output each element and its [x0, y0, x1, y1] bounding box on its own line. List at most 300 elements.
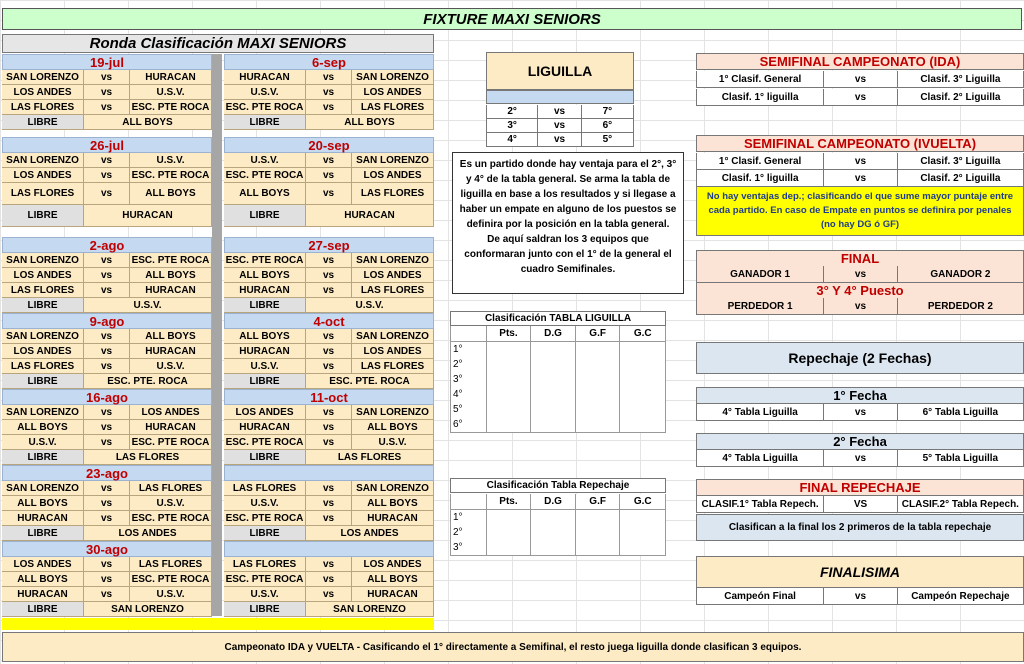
value-cell	[576, 342, 621, 357]
away-team: ALL BOYS	[130, 329, 212, 343]
vs-label: vs	[306, 168, 352, 182]
home-team: ALL BOYS	[224, 268, 306, 282]
match-row	[2, 496, 212, 511]
repechaje-title: Repechaje (2 Fechas)	[696, 342, 1024, 374]
away-team: ESC. PTE ROCA	[130, 435, 212, 449]
home-team: LOS ANDES	[2, 557, 84, 571]
value-cell	[620, 357, 665, 372]
libre-label: LIBRE	[2, 374, 84, 388]
fixture-round	[224, 389, 434, 465]
libre-row	[224, 115, 434, 130]
away-team: ESC. PTE ROCA	[130, 572, 212, 586]
vs-label: vs	[84, 329, 130, 343]
libre-row	[224, 205, 434, 227]
match-row	[2, 481, 212, 496]
libre-label: LIBRE	[2, 450, 84, 464]
match-row	[224, 344, 434, 359]
away-team: LAS FLORES	[352, 183, 434, 204]
match-row	[2, 587, 212, 602]
home-team: ALL BOYS	[2, 496, 84, 510]
liguilla-home: 3°	[487, 119, 538, 132]
libre-team: SAN LORENZO	[306, 602, 434, 616]
away-cell: 5° Tabla Liguilla	[922, 452, 999, 464]
vs-label: vs	[84, 100, 130, 114]
away-team: SAN LORENZO	[352, 153, 434, 167]
libre-team: U.S.V.	[306, 298, 434, 312]
value-cell	[620, 525, 665, 540]
libre-row	[2, 450, 212, 465]
vs-label: vs	[306, 100, 352, 114]
liguilla-band	[486, 90, 634, 104]
libre-row	[224, 374, 434, 389]
match-row	[224, 572, 434, 587]
value-cell	[487, 402, 532, 417]
semifinal-vuelta-row	[696, 170, 1024, 187]
position-label: 1°	[451, 510, 487, 525]
match-row	[2, 359, 212, 374]
libre-label: LIBRE	[224, 298, 306, 312]
match-row	[224, 268, 434, 283]
round-date: 19-jul	[2, 54, 212, 70]
fecha1-title: 1° Fecha	[696, 387, 1024, 404]
position-label: 3°	[451, 372, 487, 387]
home-cell: Clasif. 1° liguilla	[697, 170, 824, 186]
home-team: ESC. PTE ROCA	[224, 511, 306, 525]
match-row	[224, 153, 434, 168]
value-cell	[531, 372, 576, 387]
vs-cell: vs	[824, 404, 898, 420]
column-header: G.F	[576, 494, 621, 509]
position-label: 1°	[451, 342, 487, 357]
vs-label: vs	[84, 253, 130, 267]
vs-label: vs	[84, 420, 130, 434]
match-row	[224, 435, 434, 450]
away-team: U.S.V.	[130, 587, 212, 601]
away-cell: PERDEDOR 2	[927, 300, 993, 312]
table-row	[450, 402, 666, 418]
home-team: HURACAN	[2, 587, 84, 601]
third-place-title: 3° Y 4° Puesto	[696, 282, 1024, 299]
value-cell	[576, 387, 621, 402]
home-cell: 1° Clasif. General	[697, 71, 824, 87]
away-team: SAN LORENZO	[352, 329, 434, 343]
home-cell: CLASIF.1° Tabla Repech.	[697, 496, 824, 512]
match-row	[224, 359, 434, 374]
home-team: U.S.V.	[224, 153, 306, 167]
away-team: SAN LORENZO	[352, 70, 434, 84]
footer-note: Campeonato IDA y VUELTA - Casificando el 1° directamente a Semifinal, el resto juega liguilla donde clasifican 3 equipos.	[2, 632, 1024, 662]
fixture-round	[2, 237, 212, 313]
away-team: SAN LORENZO	[352, 481, 434, 495]
home-team: ESC. PTE ROCA	[224, 572, 306, 586]
libre-row	[224, 298, 434, 313]
match-row	[2, 435, 212, 450]
blank-cell	[451, 494, 487, 509]
home-team: ESC. PTE ROCA	[224, 168, 306, 182]
value-cell	[487, 510, 532, 525]
vs-label: vs	[84, 268, 130, 282]
column-header: D.G	[531, 326, 576, 341]
value-cell	[620, 387, 665, 402]
libre-team: HURACAN	[306, 205, 434, 226]
value-cell	[576, 357, 621, 372]
vs-label: vs	[84, 557, 130, 571]
vs-cell: vs	[824, 170, 898, 186]
libre-label: LIBRE	[2, 115, 84, 129]
finalisima-row	[696, 588, 1024, 605]
libre-team: LOS ANDES	[306, 526, 434, 540]
match-row	[224, 100, 434, 115]
column-separator	[212, 54, 222, 616]
away-team: U.S.V.	[130, 153, 212, 167]
vs-label: vs	[306, 183, 352, 204]
match-row	[2, 153, 212, 168]
away-team: U.S.V.	[130, 496, 212, 510]
libre-label: LIBRE	[2, 298, 84, 312]
vs-cell: vs	[824, 89, 898, 105]
match-row	[2, 420, 212, 435]
vs-label: vs	[306, 481, 352, 495]
value-cell	[531, 387, 576, 402]
column-header: D.G	[531, 494, 576, 509]
match-row	[2, 557, 212, 572]
vs-label: vs	[306, 420, 352, 434]
value-cell	[620, 372, 665, 387]
libre-team: U.S.V.	[84, 298, 212, 312]
away-team: HURACAN	[352, 511, 434, 525]
home-team: ESC. PTE ROCA	[224, 100, 306, 114]
away-cell: GANADOR 2	[930, 268, 991, 280]
home-team: HURACAN	[224, 283, 306, 297]
table-row	[450, 510, 666, 526]
match-row	[224, 283, 434, 298]
away-team: LAS FLORES	[352, 359, 434, 373]
away-cell: Clasif. 2° Liguilla	[920, 91, 1001, 103]
position-label: 5°	[451, 402, 487, 417]
fixture-round	[224, 541, 434, 617]
semifinal-ida-title: SEMIFINAL CAMPEONATO (IDA)	[696, 53, 1024, 70]
final-repechaje-title: FINAL REPECHAJE	[696, 479, 1024, 496]
vs-label: vs	[306, 557, 352, 571]
away-team: LAS FLORES	[352, 283, 434, 297]
home-team: LAS FLORES	[2, 183, 84, 204]
position-label: 4°	[451, 387, 487, 402]
round-date: 23-ago	[2, 465, 212, 481]
table-row	[450, 372, 666, 388]
home-team: SAN LORENZO	[2, 329, 84, 343]
liguilla-description: Es un partido donde hay ventaja para el 2°, 3° y 4° de la tabla general. Se arma la tabla de liguilla en base a los resultados y si llegase a haber un empate en alguno de los puestos se definira por la posición en la tabla general. De aquí saldran los 3 equipos que conformaran junto con el 1° de la general el cuadro Semifinales.	[452, 152, 684, 294]
vs-label: vs	[84, 359, 130, 373]
value-cell	[620, 402, 665, 417]
vs-label: vs	[306, 572, 352, 586]
home-team: LAS FLORES	[2, 359, 84, 373]
vs-label: vs	[306, 359, 352, 373]
final-repechaje-note: Clasifican a la final los 2 primeros de la tabla repechaje	[696, 514, 1024, 541]
libre-team: ESC. PTE. ROCA	[306, 374, 434, 388]
away-team: U.S.V.	[130, 359, 212, 373]
libre-row	[2, 298, 212, 313]
match-row	[224, 496, 434, 511]
fixture-round	[224, 313, 434, 389]
home-team: ALL BOYS	[2, 420, 84, 434]
libre-team: LAS FLORES	[306, 450, 434, 464]
home-team: LOS ANDES	[2, 168, 84, 182]
round-date: 27-sep	[224, 237, 434, 253]
fecha2-row	[696, 450, 1024, 467]
home-team: LOS ANDES	[2, 344, 84, 358]
away-team: LOS ANDES	[130, 405, 212, 419]
round-date: 11-oct	[224, 389, 434, 405]
match-row	[2, 183, 212, 205]
position-label: 2°	[451, 357, 487, 372]
away-team: ALL BOYS	[130, 268, 212, 282]
round-date: 30-ago	[2, 541, 212, 557]
home-team: HURACAN	[224, 420, 306, 434]
away-team: LOS ANDES	[352, 168, 434, 182]
away-team: HURACAN	[130, 344, 212, 358]
value-cell	[576, 402, 621, 417]
fixture-round	[224, 137, 434, 227]
home-team: U.S.V.	[224, 359, 306, 373]
column-header: G.C	[633, 496, 652, 507]
round-date: 16-ago	[2, 389, 212, 405]
libre-row	[2, 115, 212, 130]
vs-label: vs	[84, 153, 130, 167]
match-row	[2, 85, 212, 100]
round-date: 26-jul	[2, 137, 212, 153]
away-team: LAS FLORES	[130, 481, 212, 495]
fecha2-title: 2° Fecha	[696, 433, 1024, 450]
libre-row	[224, 450, 434, 465]
libre-label: LIBRE	[224, 526, 306, 540]
vs-label: vs	[84, 168, 130, 182]
home-team: U.S.V.	[224, 496, 306, 510]
away-team: ESC. PTE ROCA	[130, 168, 212, 182]
libre-row	[224, 526, 434, 541]
match-row	[224, 70, 434, 85]
position-label: 2°	[451, 525, 487, 540]
away-cell: CLASIF.2° Tabla Repech.	[901, 498, 1019, 510]
away-team: HURACAN	[130, 420, 212, 434]
match-row	[2, 268, 212, 283]
libre-row	[2, 602, 212, 617]
value-cell	[487, 372, 532, 387]
home-team: HURACAN	[224, 70, 306, 84]
value-cell	[531, 525, 576, 540]
value-cell	[487, 417, 532, 432]
match-row	[2, 329, 212, 344]
final-title: FINAL	[696, 250, 1024, 267]
value-cell	[531, 510, 576, 525]
home-team: ESC. PTE ROCA	[224, 253, 306, 267]
away-team: SAN LORENZO	[352, 253, 434, 267]
home-team: ALL BOYS	[224, 183, 306, 204]
vs-label: vs	[306, 344, 352, 358]
fixture-round	[224, 465, 434, 541]
semifinal-note: No hay ventajas dep.; clasificando el que sume mayor puntaje entre cada partido. En caso de Empate en puntos se definira por penales (no hay DG ó GF)	[696, 186, 1024, 236]
away-cell: Clasif. 2° Liguilla	[920, 172, 1001, 184]
vs-label: vs	[306, 329, 352, 343]
home-team: HURACAN	[2, 511, 84, 525]
liguilla-away: 5°	[602, 134, 613, 145]
away-team: HURACAN	[352, 587, 434, 601]
semifinal-vuelta-title: SEMIFINAL CAMPEONATO (IVUELTA)	[696, 135, 1024, 152]
tabla-repechaje-title: Clasificación Tabla Repechaje	[450, 478, 666, 493]
match-row	[2, 572, 212, 587]
home-team: SAN LORENZO	[2, 405, 84, 419]
liguilla-row	[486, 105, 634, 119]
vs-label: vs	[306, 496, 352, 510]
value-cell	[531, 342, 576, 357]
match-row	[224, 587, 434, 602]
vs-label: vs	[306, 405, 352, 419]
home-team: SAN LORENZO	[2, 70, 84, 84]
round-date	[224, 465, 434, 481]
away-team: ESC. PTE ROCA	[130, 253, 212, 267]
table-row	[450, 417, 666, 433]
libre-team: LAS FLORES	[84, 450, 212, 464]
home-team: HURACAN	[224, 344, 306, 358]
match-row	[224, 329, 434, 344]
final-repechaje-row	[696, 496, 1024, 513]
fixture-round	[2, 389, 212, 465]
final-row	[696, 266, 1024, 283]
round-date: 4-oct	[224, 313, 434, 329]
home-team: SAN LORENZO	[2, 481, 84, 495]
tabla-liguilla-title: Clasificación TABLA LIGUILLA	[450, 311, 666, 326]
home-cell: GANADOR 1	[697, 266, 824, 282]
libre-team: ESC. PTE. ROCA	[84, 374, 212, 388]
value-cell	[531, 357, 576, 372]
match-row	[224, 557, 434, 572]
ronda-title: Ronda Clasificación MAXI SENIORS	[2, 34, 434, 53]
libre-row	[2, 205, 212, 227]
away-team: ALL BOYS	[352, 572, 434, 586]
table-row	[450, 342, 666, 358]
libre-label: LIBRE	[2, 602, 84, 616]
column-header: G.F	[576, 326, 621, 341]
finalisima-title: FINALISIMA	[696, 556, 1024, 588]
home-team: SAN LORENZO	[2, 153, 84, 167]
round-date: 9-ago	[2, 313, 212, 329]
value-cell	[487, 387, 532, 402]
vs-label: vs	[84, 183, 130, 204]
home-team: LAS FLORES	[224, 557, 306, 571]
liguilla-row	[486, 133, 634, 147]
away-team: LAS FLORES	[130, 557, 212, 571]
round-date	[224, 541, 434, 557]
vs-label: vs	[84, 70, 130, 84]
value-cell	[487, 342, 532, 357]
match-row	[2, 70, 212, 85]
home-team: U.S.V.	[224, 85, 306, 99]
match-row	[2, 283, 212, 298]
away-cell: Clasif. 3° Liguilla	[920, 73, 1001, 85]
fixture-round	[2, 541, 212, 617]
table-row	[450, 357, 666, 373]
table-row	[450, 387, 666, 403]
home-cell: 4° Tabla Liguilla	[697, 450, 824, 466]
vs-label: vs	[84, 405, 130, 419]
vs-cell: vs	[824, 588, 898, 604]
vs-label: vs	[84, 344, 130, 358]
round-date: 2-ago	[2, 237, 212, 253]
libre-row	[2, 374, 212, 389]
value-cell	[576, 372, 621, 387]
away-team: ESC. PTE ROCA	[130, 511, 212, 525]
match-row	[2, 168, 212, 183]
libre-row	[224, 602, 434, 617]
vs-label: vs	[306, 268, 352, 282]
liguilla-away: 7°	[602, 106, 613, 117]
fixture-round	[224, 237, 434, 313]
match-row	[224, 405, 434, 420]
semifinal-vuelta-row	[696, 153, 1024, 170]
position-label: 3°	[451, 540, 487, 555]
match-row	[224, 481, 434, 496]
home-cell: 4° Tabla Liguilla	[697, 404, 824, 420]
vs-label: vs	[84, 435, 130, 449]
liguilla-away: 6°	[602, 120, 613, 131]
away-team: ALL BOYS	[352, 496, 434, 510]
value-cell	[531, 402, 576, 417]
match-row	[2, 100, 212, 115]
away-team: LOS ANDES	[352, 268, 434, 282]
vs-label: vs	[306, 435, 352, 449]
value-cell	[620, 510, 665, 525]
vs-label: vs	[84, 283, 130, 297]
vs-label: vs	[84, 587, 130, 601]
vs-label: vs	[84, 511, 130, 525]
away-team: U.S.V.	[130, 85, 212, 99]
home-cell: Clasif. 1° liguilla	[697, 89, 824, 105]
match-row	[2, 405, 212, 420]
libre-row	[2, 526, 212, 541]
vs-cell: vs	[824, 153, 898, 169]
home-cell: 1° Clasif. General	[697, 153, 824, 169]
home-team: LAS FLORES	[2, 100, 84, 114]
home-team: ESC. PTE ROCA	[224, 435, 306, 449]
libre-label: LIBRE	[224, 205, 306, 226]
value-cell	[531, 417, 576, 432]
value-cell	[487, 357, 532, 372]
vs-label: vs	[84, 481, 130, 495]
away-team: HURACAN	[130, 70, 212, 84]
libre-team: LOS ANDES	[84, 526, 212, 540]
value-cell	[487, 525, 532, 540]
match-row	[2, 511, 212, 526]
vs-label: vs	[306, 283, 352, 297]
fecha1-row	[696, 404, 1024, 421]
third-place-row	[696, 298, 1024, 315]
away-team: LOS ANDES	[352, 557, 434, 571]
vs-label: vs	[306, 587, 352, 601]
column-header: G.C	[633, 328, 652, 339]
table-row	[450, 540, 666, 556]
position-label: 6°	[451, 417, 487, 432]
away-team: U.S.V.	[352, 435, 434, 449]
value-cell	[487, 540, 532, 555]
fixture-round	[2, 313, 212, 389]
libre-team: SAN LORENZO	[84, 602, 212, 616]
semifinal-ida-row	[696, 89, 1024, 106]
home-team: ALL BOYS	[224, 329, 306, 343]
column-header: Pts.	[487, 494, 532, 509]
match-row	[224, 420, 434, 435]
vs-cell: vs	[824, 71, 898, 87]
liguilla-home: 4°	[487, 133, 538, 146]
liguilla-vs: vs	[538, 133, 581, 146]
